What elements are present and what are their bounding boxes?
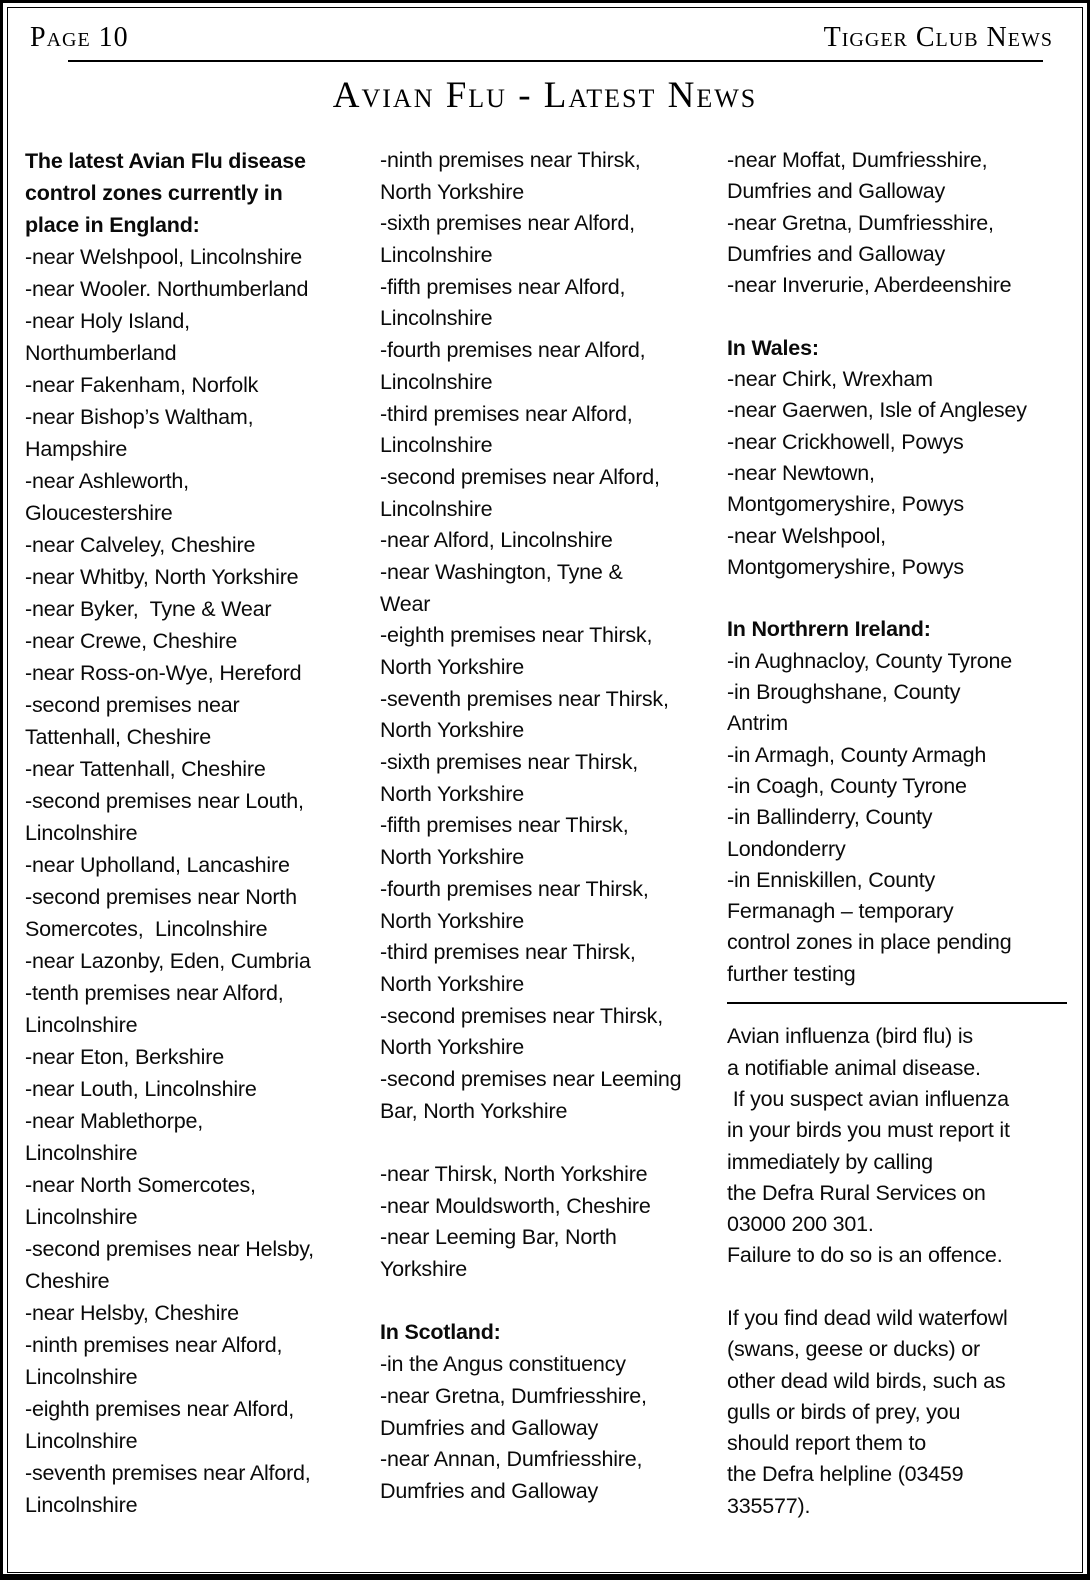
body-line: should report them to: [727, 1431, 926, 1456]
body-line: Lincolnshire: [380, 433, 493, 458]
body-line: -near Annan, Dumfriesshire,: [380, 1447, 643, 1472]
blank-line: [380, 1286, 727, 1318]
body-line: -fifth premises near Thirsk,: [380, 813, 629, 838]
body-line: -near Mouldsworth, Cheshire: [380, 1193, 651, 1218]
body-line: -sixth premises near Thirsk,: [380, 750, 639, 775]
body-line: -third premises near Thirsk,: [380, 940, 636, 965]
body-line: -second premises near Thirsk,: [380, 1003, 663, 1028]
body-line: -near Thirsk, North Yorkshire: [380, 1162, 648, 1186]
body-line: Lincolnshire: [380, 306, 493, 331]
article-title: Avian Flu - Latest News: [332, 75, 758, 116]
body-line: -near Leeming Bar, North: [380, 1225, 617, 1250]
body-line: immediately by calling: [727, 1149, 933, 1174]
section-heading: In Wales:: [727, 335, 819, 360]
body-line: -near Washington, Tyne &: [380, 559, 623, 584]
body-line: North Yorkshire: [380, 781, 524, 806]
body-line: -near Gretna, Dumfriesshire,: [380, 1383, 647, 1408]
body-line: -ninth premises near Alford,: [25, 1333, 283, 1357]
blank-line: [727, 583, 1067, 614]
body-line: Northumberland: [25, 341, 177, 365]
body-line: -near Mablethorpe,: [25, 1109, 204, 1133]
body-line: -near Helsby, Cheshire: [25, 1301, 239, 1325]
body-line: Avian influenza (bird flu) is: [727, 1024, 973, 1049]
body-line: -in Broughshane, County: [727, 680, 961, 705]
body-line: a notifiable animal disease.: [727, 1055, 981, 1080]
body-line: -seventh premises near Thirsk,: [380, 686, 669, 711]
body-line: -near Ross-on-Wye, Hereford: [25, 661, 302, 685]
body-line: Lincolnshire: [380, 496, 493, 521]
body-line: If you find dead wild waterfowl: [727, 1305, 1008, 1330]
column-1: [25, 145, 380, 1521]
body-line: -second premises near Leeming: [380, 1066, 682, 1091]
body-line: Gloucestershire: [25, 501, 173, 525]
body-line: North Yorkshire: [380, 908, 524, 933]
body-line: North Yorkshire: [380, 655, 524, 679]
body-line: -eighth premises near Thirsk,: [380, 623, 653, 648]
body-line: Londonderry: [727, 836, 846, 861]
blank-line: [727, 1272, 1067, 1303]
column-2: [380, 145, 727, 1508]
body-line: 03000 200 301.: [727, 1212, 874, 1237]
body-line: -in Aughnacloy, County Tyrone: [727, 648, 1013, 673]
body-line: -near Inverurie, Aberdeenshire: [727, 273, 1012, 298]
body-line: gulls or birds of prey, you: [727, 1399, 961, 1424]
body-line: -near Bishop’s Waltham,: [25, 405, 254, 429]
body-line: -near Wooler. Northumberland: [25, 277, 309, 301]
body-line: -second premises near North: [25, 885, 297, 909]
section-heading: In Northrern Ireland:: [727, 617, 931, 642]
body-line: -near Gretna, Dumfriesshire,: [727, 210, 994, 235]
body-line: Somercotes, Lincolnshire: [25, 917, 268, 941]
article-body: [25, 145, 1072, 1522]
body-line: the Defra Rural Services on: [727, 1180, 986, 1205]
section-heading: control zones currently in: [25, 181, 283, 205]
body-line: the Defra helpline (03459: [727, 1462, 964, 1487]
body-line: -second premises near Alford,: [380, 464, 660, 489]
body-line: -near Louth, Lincolnshire: [25, 1077, 257, 1101]
body-line: Fermanagh – temporary: [727, 899, 954, 924]
body-line: -in Ballinderry, County: [727, 805, 933, 830]
body-line: other dead wild birds, such as: [727, 1368, 1006, 1393]
body-line: Yorkshire: [380, 1257, 468, 1282]
body-line: Lincolnshire: [25, 1365, 138, 1389]
body-line: -fourth premises near Thirsk,: [380, 876, 649, 901]
body-line: -in the Angus constituency: [380, 1352, 626, 1377]
body-line: -near Moffat, Dumfriesshire,: [727, 148, 988, 172]
section-heading: In Scotland:: [380, 1320, 501, 1345]
body-line: North Yorkshire: [380, 845, 524, 870]
body-line: Cheshire: [25, 1269, 110, 1293]
body-line: 335577).: [727, 1493, 811, 1518]
body-line: North Yorkshire: [380, 718, 524, 743]
body-line: -near Welshpool, Lincolnshire: [25, 245, 303, 269]
body-line: -in Enniskillen, County: [727, 867, 936, 892]
body-line: -fourth premises near Alford,: [380, 338, 646, 363]
body-line: Failure to do so is an offence.: [727, 1243, 1003, 1268]
body-line: North Yorkshire: [380, 179, 524, 204]
body-line: Hampshire: [25, 437, 128, 461]
body-line: -near Upholland, Lancashire: [25, 853, 290, 877]
body-line: -near Newtown,: [727, 460, 875, 485]
body-line: -tenth premises near Alford,: [25, 981, 284, 1005]
body-line: -in Armagh, County Armagh: [727, 742, 987, 767]
blank-line: [727, 301, 1067, 332]
body-line: -second premises near Louth,: [25, 789, 304, 813]
body-line: -second premises near Helsby,: [25, 1237, 314, 1261]
body-line: Montgomeryshire, Powys: [727, 492, 964, 517]
body-line: (swans, geese or ducks) or: [727, 1337, 980, 1362]
body-line: in your birds you must report it: [727, 1118, 1010, 1143]
body-line: -ninth premises near Thirsk,: [380, 148, 641, 172]
body-line: -near Lazonby, Eden, Cumbria: [25, 949, 311, 973]
body-line: Dumfries and Galloway: [380, 1415, 599, 1440]
header-rule: [68, 60, 1043, 62]
body-line: Lincolnshire: [380, 243, 493, 268]
body-line: If you suspect avian influenza: [727, 1086, 1009, 1111]
body-line: Dumfries and Galloway: [380, 1478, 599, 1503]
body-line: Lincolnshire: [25, 1013, 138, 1037]
body-line: Tattenhall, Cheshire: [25, 725, 212, 749]
body-line: -near Ashleworth,: [25, 469, 189, 493]
body-line: North Yorkshire: [380, 971, 524, 996]
body-line: Lincolnshire: [25, 1205, 138, 1229]
body-line: North Yorkshire: [380, 1035, 524, 1060]
body-line: -seventh premises near Alford,: [25, 1461, 311, 1485]
body-line: -in Coagh, County Tyrone: [727, 773, 967, 798]
body-line: -sixth premises near Alford,: [380, 211, 635, 236]
page-number: Page 10: [30, 22, 129, 53]
body-line: Lincolnshire: [25, 1493, 138, 1517]
body-line: -near Holy Island,: [25, 309, 190, 333]
section-heading: The latest Avian Flu disease: [25, 149, 306, 173]
body-line: Lincolnshire: [25, 1429, 138, 1453]
body-line: Dumfries and Galloway: [727, 179, 946, 204]
body-line: -near Byker, Tyne & Wear: [25, 597, 272, 621]
body-line: -near North Somercotes,: [25, 1173, 256, 1197]
body-line: -fifth premises near Alford,: [380, 274, 626, 299]
body-line: -eighth premises near Alford,: [25, 1397, 295, 1421]
body-line: -near Whitby, North Yorkshire: [25, 565, 299, 589]
body-line: -near Welshpool,: [727, 523, 886, 548]
body-line: -near Crickhowell, Powys: [727, 429, 964, 454]
body-line: Dumfries and Galloway: [727, 241, 946, 266]
section-divider: [727, 990, 1067, 1021]
body-line: Lincolnshire: [25, 821, 138, 845]
body-line: -near Fakenham, Norfolk: [25, 373, 259, 397]
column-3: [727, 145, 1067, 1522]
body-line: control zones in place pending: [727, 930, 1012, 955]
blank-line: [380, 1127, 727, 1159]
page-header: [30, 22, 1053, 54]
body-line: -near Chirk, Wrexham: [727, 367, 933, 392]
body-line: Antrim: [727, 711, 788, 736]
body-line: further testing: [727, 961, 856, 986]
body-line: Wear: [380, 591, 431, 616]
body-line: -third premises near Alford,: [380, 401, 633, 426]
body-line: Lincolnshire: [25, 1141, 138, 1165]
body-line: -near Eton, Berkshire: [25, 1045, 224, 1069]
body-line: -near Alford, Lincolnshire: [380, 528, 613, 553]
body-line: Montgomeryshire, Powys: [727, 554, 964, 579]
body-line: -near Gaerwen, Isle of Anglesey: [727, 398, 1027, 423]
body-line: -near Tattenhall, Cheshire: [25, 757, 266, 781]
body-line: Bar, North Yorkshire: [380, 1098, 568, 1123]
body-line: -near Calveley, Cheshire: [25, 533, 256, 557]
body-line: -second premises near: [25, 693, 240, 717]
body-line: Lincolnshire: [380, 369, 493, 394]
section-heading: place in England:: [25, 213, 200, 237]
masthead-title: Tigger Club News: [823, 22, 1053, 53]
body-line: -near Crewe, Cheshire: [25, 629, 238, 653]
